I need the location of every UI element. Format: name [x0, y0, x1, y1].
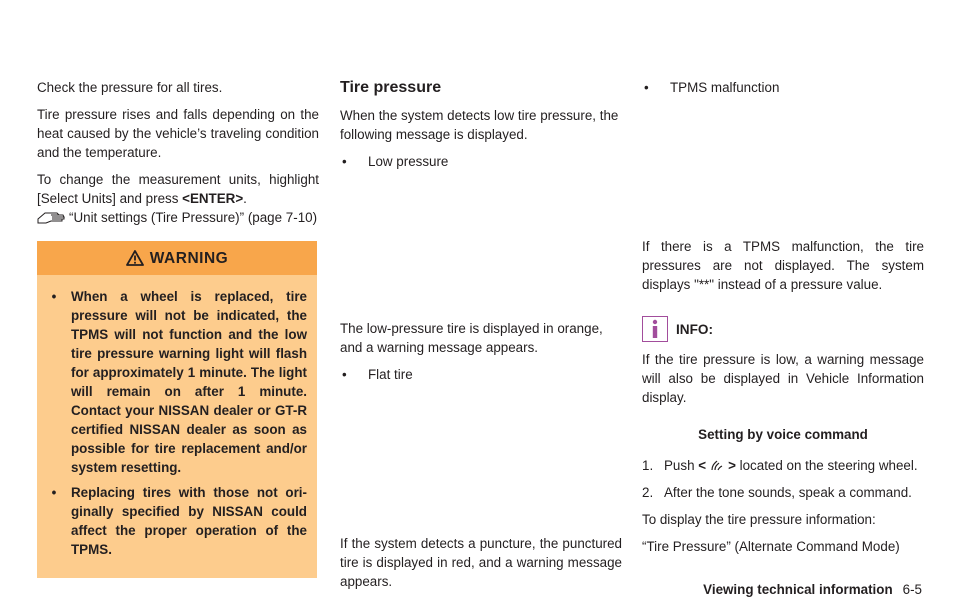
- footer-section-title: Viewing technical information: [703, 582, 893, 597]
- step-number: 1.: [642, 458, 654, 473]
- warning-item-text: Replacing tires with those not ori-ginally specified by NISSAN could affect the proper operation of the TPMS.: [71, 485, 307, 557]
- image-placeholder-low-pressure: [340, 179, 622, 319]
- paragraph-pressure-rises: Tire pressure rises and falls depending on the heat caused by the vehicle’s traveling condition and the temperature.: [37, 107, 319, 160]
- step-text: After the tone sounds, speak a command.: [664, 485, 912, 500]
- paragraph-low-pressure-detect: When the system detects low tire pressure, the following message is displayed.: [340, 108, 619, 142]
- paragraph-info: If the tire pressure is low, a warning message will also be displayed in Vehicle Information display.: [642, 352, 924, 405]
- paragraph-change-units: [37, 170, 319, 208]
- bullet-dot: •: [51, 289, 57, 304]
- list-item-tpms-malfunction: [642, 78, 924, 97]
- step-text: [664, 456, 918, 475]
- paragraph-command: “Tire Pressure” (Alternate Command Mode): [642, 539, 900, 554]
- enter-key-label: <ENTER>: [182, 191, 244, 206]
- bullet-dot: •: [342, 367, 347, 382]
- bullet-dot: •: [51, 485, 57, 500]
- paragraph-tpms-malfunction: If there is a TPMS malfunction, the tire pressures are not displayed. The system displays "**" instead of a pressure value.: [642, 239, 924, 292]
- page-reference-text: “Unit settings (Tire Pressure)” (page 7-10): [69, 210, 318, 225]
- warning-item: [37, 483, 307, 559]
- voice-talk-icon: [710, 459, 724, 471]
- warning-title: WARNING: [149, 249, 229, 267]
- bullet-dot: •: [644, 80, 649, 95]
- bracket-close: >: [728, 458, 736, 473]
- info-heading: [642, 316, 924, 342]
- paragraph-check-pressure: Check the pressure for all tires.: [37, 80, 223, 95]
- warning-header: [37, 241, 317, 275]
- step-1: [642, 456, 924, 475]
- info-icon: [642, 316, 668, 342]
- column-left: [37, 78, 319, 578]
- page-reference[interactable]: [37, 208, 319, 227]
- page-footer: [703, 580, 922, 599]
- warning-item: [37, 287, 307, 477]
- bullet-dot: •: [342, 154, 347, 169]
- column-right: [642, 78, 924, 556]
- subheading-voice-command: Setting by voice command: [698, 427, 868, 442]
- image-placeholder-malfunction: [642, 105, 924, 237]
- step-number: 2.: [642, 485, 654, 500]
- section-heading-tire-pressure: Tire pressure: [340, 79, 442, 96]
- list-item-flat-tire: [340, 365, 622, 384]
- column-middle: [340, 78, 622, 591]
- image-placeholder-flat-tire: [340, 392, 622, 534]
- info-label: INFO:: [676, 321, 713, 337]
- list-item-text: Low pressure: [368, 154, 449, 169]
- footer-page-number: 6-5: [902, 582, 922, 597]
- paragraph-puncture: If the system detects a puncture, the punctured tire is displayed in red, and a warning message appears.: [340, 536, 622, 589]
- change-units-text: To change the measurement units, highlight [Select Units] and press: [37, 172, 319, 206]
- bracket-open: <: [698, 458, 707, 473]
- paragraph-orange-display: The low-pressure tire is displayed in orange, and a warning message appears.: [340, 321, 603, 355]
- change-units-end: .: [243, 191, 247, 206]
- step-2: [642, 483, 924, 502]
- paragraph-display-info: To display the tire pressure information:: [642, 512, 876, 527]
- list-item-text: Flat tire: [368, 367, 413, 382]
- warning-box: [37, 241, 317, 578]
- step-1-post: located on the steering wheel.: [735, 458, 918, 473]
- warning-triangle-icon: [126, 250, 144, 266]
- list-item-low-pressure: [340, 152, 622, 171]
- reference-hand-icon: [37, 210, 69, 226]
- step-1-pre: Push: [664, 458, 699, 473]
- list-item-text: TPMS malfunction: [670, 80, 780, 95]
- warning-item-text: When a wheel is replaced, tire pressure will not be indicated, the TPMS will not function and the low tire pressure warning light will flash for approximately 1 minute. The light will remain on after 1 minute. Contact your NISSAN dealer or GT-R certified NISSAN dealer as soon as possible for tire replacement and/or system resetting.: [71, 289, 307, 475]
